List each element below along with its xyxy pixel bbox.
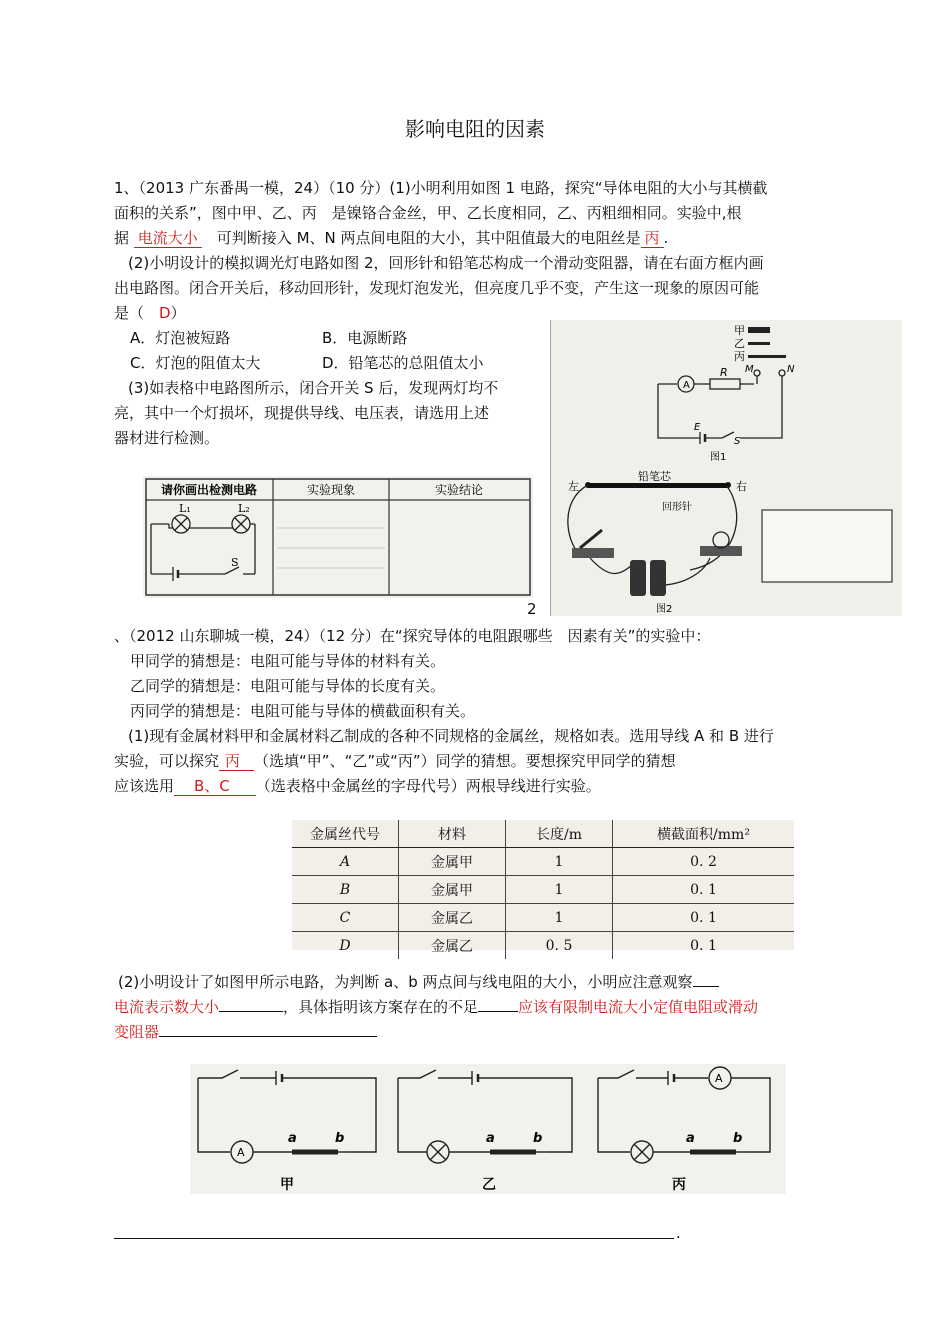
- q2-part1-line-2: [114, 749, 838, 773]
- guess-jia: 甲同学的猜想是：电阻可能与导体的材料有关。: [130, 652, 446, 670]
- q2-part2-line-2: [114, 995, 838, 1019]
- table-header-row: [292, 820, 794, 848]
- three-circuits-figure: [190, 1064, 786, 1194]
- table-cell: 1: [506, 904, 613, 932]
- figure-2-caption: 图2: [656, 604, 673, 615]
- q2-text: 实验，可以探究: [114, 752, 220, 770]
- table-cell: B: [292, 876, 399, 904]
- option-d: D．铅笔芯的总阻值太小: [322, 354, 484, 372]
- q1-part2-line-2: 出电路图。闭合开关后，移动回形针，发现灯泡发光，但亮度几乎不变，产生这一现象的原因可能: [114, 279, 760, 297]
- figure-1-caption: 图1: [710, 452, 727, 463]
- q1-text: ）: [170, 304, 186, 322]
- q1-answer-1: 电流大小: [134, 229, 202, 248]
- blank: [159, 1036, 377, 1037]
- q1-text: 可判断接入 M、N 两点间电阻的大小，其中阻值最大的电阻丝是: [201, 229, 641, 247]
- wire-yi: [748, 342, 770, 345]
- page-title: 影响电阻的因素: [405, 117, 545, 141]
- figure-1-2-image: [550, 320, 902, 616]
- option-b: B．电源断路: [322, 329, 408, 347]
- table-cell: 金属乙: [399, 904, 506, 932]
- point-m-label: M: [745, 364, 754, 375]
- q1-answer-3: D: [159, 304, 171, 322]
- q2-text: 应该选用: [114, 777, 175, 795]
- q2-part1-line-1: (1)现有金属材料甲和金属材料乙制成的各种不同规格的金属丝，规格如表。选用导线 A 和 B 进行: [128, 727, 774, 745]
- option-c: C．灯泡的阻值太大: [130, 354, 261, 372]
- resistor-r-label: R: [720, 366, 728, 379]
- wire-yi-label: 乙: [734, 337, 745, 350]
- q2-answer-1: 丙: [219, 752, 254, 771]
- pencil-lead: [588, 483, 728, 488]
- q1-part3-line-2: 亮，其中一个灯损坏，现提供导线、电压表，请选用上述: [114, 404, 490, 422]
- table-header-circuit: 请你画出检测电路: [160, 483, 258, 497]
- pencil-lead-label: 铅笔芯: [638, 470, 671, 483]
- left-end-label: 左: [568, 480, 579, 493]
- q1-part3-line-1: (3)如表格中电路图所示，闭合开关 S 后，发现两灯均不: [128, 379, 499, 397]
- table-cell: 金属甲: [399, 876, 506, 904]
- point-b-label: b: [533, 1131, 543, 1146]
- wire-jia: [748, 327, 770, 333]
- battery-e-label: E: [694, 422, 701, 433]
- battery-2: [650, 560, 666, 596]
- point-a-label: a: [288, 1131, 297, 1146]
- switch-s-label-fig1: S: [734, 436, 741, 447]
- point-a-label: a: [686, 1131, 695, 1146]
- ammeter-a-label: A: [237, 1146, 245, 1159]
- guess-bing: 丙同学的猜想是：电阻可能与导体的横截面积有关。: [130, 702, 476, 720]
- q2-text: (2)小明设计了如图甲所示电路，为判断 a、b 两点间与线电阻的大小，小明应注意观察: [118, 973, 693, 991]
- table-header: 金属丝代号: [292, 820, 399, 848]
- table-cell: 1: [506, 848, 613, 876]
- right-end-label: 右: [736, 480, 747, 493]
- q1-text: 据: [114, 229, 134, 247]
- table-cell: 金属甲: [399, 848, 506, 876]
- table-cell: C: [292, 904, 399, 932]
- final-answer-line: [114, 1238, 674, 1239]
- q2-answer-4: 应该有限制电流大小定值电阻或滑动: [518, 998, 759, 1016]
- q2-part2-line-3: [114, 1020, 838, 1044]
- table-header-conclusion: 实验结论: [434, 483, 484, 497]
- table-header-phenomenon: 实验现象: [306, 483, 356, 497]
- point-b-label: b: [733, 1131, 743, 1146]
- q2-answer-3: 电流表示数大小: [114, 998, 220, 1016]
- point-n-label: N: [787, 364, 795, 375]
- circuit-bing-caption: 丙: [672, 1177, 686, 1193]
- switch-s-label: S: [231, 556, 239, 569]
- table-header: 横截面积/mm²: [613, 820, 795, 848]
- switch-device: [572, 548, 614, 558]
- table-row: [292, 932, 794, 960]
- q2-answer-2: B、C: [174, 777, 256, 796]
- table-cell: 0. 1: [613, 876, 795, 904]
- wire-bing: [748, 355, 786, 358]
- q1-line-2: 面积的关系”，图中甲、乙、丙 是镍铬合金丝，甲、乙长度相同，乙、丙粗细相同。实验中,根: [114, 204, 742, 222]
- blank: [219, 1011, 283, 1012]
- q1-part2-line-1: (2)小明设计的模拟调光灯电路如图 2，回形针和铅笔芯构成一个滑动变阻器，请在右面方框内画: [128, 254, 764, 272]
- q2-text: （选表格中金属丝的字母代号）两根导线进行实验。: [255, 777, 601, 795]
- table-cell: 1: [506, 876, 613, 904]
- battery-1: [630, 560, 646, 596]
- q2-part2-line-1: [118, 970, 842, 994]
- q1-answer-2: 丙: [641, 229, 664, 248]
- table-row: [292, 848, 794, 876]
- q1-part3-line-3: 器材进行检测。: [114, 429, 220, 447]
- table-cell: 金属乙: [399, 932, 506, 960]
- table-header: 材料: [399, 820, 506, 848]
- table-header: 长度/m: [506, 820, 613, 848]
- table-cell: 0. 1: [690, 937, 717, 954]
- wire-spec-table: [292, 820, 794, 955]
- point-a-label: a: [486, 1131, 495, 1146]
- q2-text: （选填“甲”、“乙”或“丙”）同学的猜想。要想探究甲同学的猜想: [254, 752, 676, 770]
- q2-text: ，具体指明该方案存在的不足: [283, 998, 479, 1016]
- table-row: [292, 876, 794, 904]
- circuit-jia-caption: 甲: [280, 1177, 294, 1193]
- q1-text: 是（: [114, 304, 160, 322]
- q1-line-1: 1、（2013 广东番禺一模，24）（10 分）(1)小明利用如图 1 电路，探究“导体电阻的大小与其横截: [114, 179, 768, 197]
- q1-text: .: [663, 229, 669, 247]
- ammeter-a-label: A: [715, 1072, 723, 1085]
- table-cell: D: [292, 932, 399, 960]
- circuit-yi-caption: 乙: [482, 1177, 496, 1193]
- detection-table-figure: [143, 476, 533, 598]
- wire-jia-label: 甲: [734, 324, 745, 337]
- final-dot: .: [676, 1224, 681, 1242]
- table-cell: 0. 1: [613, 904, 795, 932]
- blank: [478, 1011, 518, 1012]
- table-cell: 0. 5: [506, 932, 613, 960]
- table-row: [292, 904, 794, 932]
- option-a: A．灯泡被短路: [130, 329, 231, 347]
- wire-bing-label: 丙: [734, 350, 745, 363]
- point-b-label: b: [335, 1131, 345, 1146]
- stray-number: 2: [527, 600, 537, 618]
- q2-part1-line-3: [114, 774, 838, 798]
- q2-answer-5: 变阻器: [114, 1023, 160, 1041]
- lamp-l1-label: L₁: [179, 502, 191, 515]
- paper-clip-label: 回形针: [662, 502, 692, 513]
- lamp-l2-label: L₂: [238, 502, 250, 515]
- table-cell: A: [292, 848, 399, 876]
- answer-drawing-box: [762, 510, 892, 582]
- ammeter-label: A: [683, 380, 690, 391]
- table-cell: 0. 2: [613, 848, 795, 876]
- guess-yi: 乙同学的猜想是：电阻可能与导体的长度有关。: [130, 677, 446, 695]
- q1-line-3: [114, 226, 838, 250]
- q2-line-1: 、（2012 山东聊城一模，24）（12 分）在“探究导体的电阻跟哪些 因素有关”的实验中：: [114, 627, 711, 645]
- blank: [693, 986, 719, 987]
